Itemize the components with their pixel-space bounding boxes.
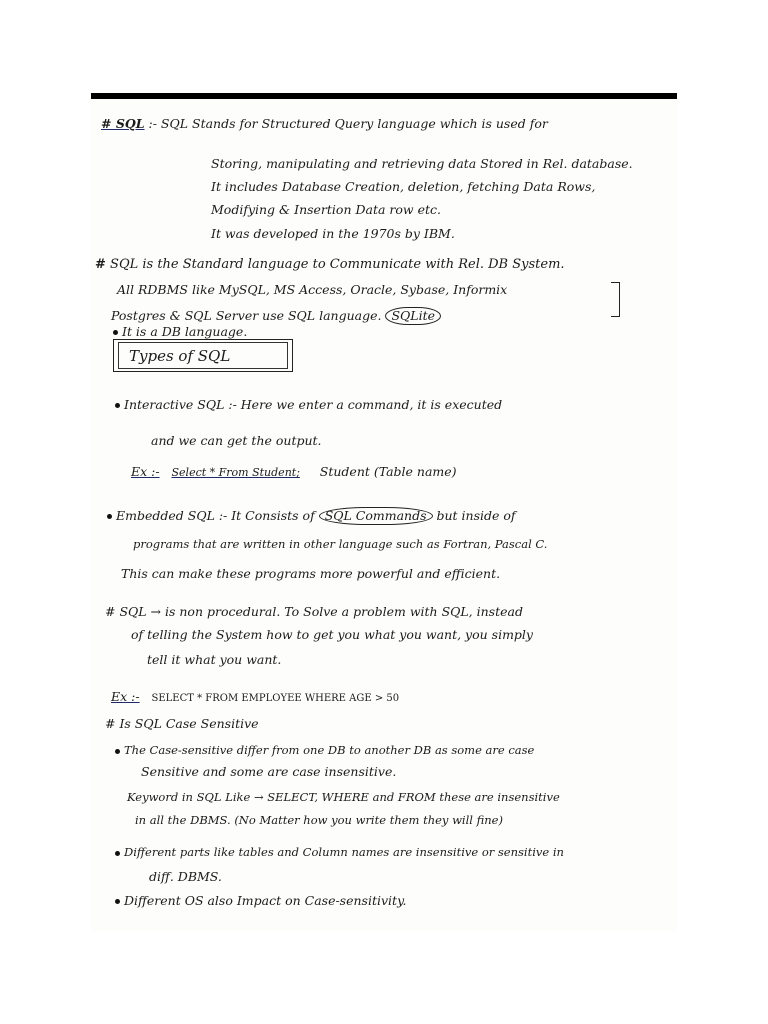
note-line-output: and we can get the output. [151, 433, 322, 448]
note-line-select-example [131, 464, 457, 481]
sql-heading: # SQL [101, 116, 145, 131]
embedded-sql-text: Embedded SQL :- It Consists of [116, 508, 315, 523]
note-line-rdbms: All RDBMS like MySQL, MS Access, Oracle, Sybase, Informix [117, 282, 508, 297]
bullet-icon [107, 514, 112, 519]
standard-language-text: SQL is the Standard language to Communicate with Rel. DB System. [110, 257, 565, 272]
different-os-text: Different OS also Impact on Case-sensitivity. [124, 893, 407, 908]
db-language-text: It is a DB language. [122, 324, 248, 339]
employee-query: SELECT * FROM EMPLOYEE WHERE AGE > 50 [151, 693, 400, 704]
note-line-telling: of telling the System how to get you what you want, you simply [131, 627, 533, 642]
bullet-icon [115, 851, 120, 856]
bracket-mark [611, 282, 620, 317]
note-line-standard-language [95, 257, 565, 273]
example-label: Ex :- [131, 464, 160, 479]
note-line-db-language [113, 324, 247, 340]
note-line-powerful: This can make these programs more powerful and efficient. [121, 566, 501, 581]
table-name-note: Student (Table name) [319, 464, 457, 479]
note-line-non-procedural: # SQL → is non procedural. To Solve a problem with SQL, instead [105, 604, 523, 619]
notebook-page [91, 93, 677, 931]
note-line-interactive-sql [115, 397, 502, 413]
bullet-icon [115, 749, 120, 754]
example-label: Ex :- [111, 689, 140, 704]
interactive-sql-text: Interactive SQL :- Here we enter a command, it is executed [124, 397, 503, 412]
note-line-case-differ [115, 742, 534, 758]
note-line-different-parts [115, 844, 564, 860]
bullet-icon [115, 403, 120, 408]
case-sensitive-heading: # Is SQL Case Sensitive [105, 716, 259, 731]
note-line-programs: programs that are written in other language such as Fortran, Pascal C. [133, 537, 548, 551]
note-line-diff-dbms: diff. DBMS. [149, 869, 222, 884]
sqlite-oval: SQLite [385, 307, 441, 325]
select-query: Select * From Student; [171, 466, 300, 479]
types-of-sql-title: Types of SQL [129, 347, 231, 365]
sql-commands-oval: SQL Commands [319, 507, 433, 525]
case-differ-text: The Case-sensitive differ from one DB to another DB as some are case [124, 743, 535, 757]
note-line-keywords: Keyword in SQL Like → SELECT, WHERE and FROM these are insensitive [127, 790, 560, 804]
postgres-text: Postgres & SQL Server use SQL language. [111, 308, 382, 323]
different-parts-text: Different parts like tables and Column names are insensitive or sensitive in [124, 845, 564, 859]
sql-definition-line [101, 116, 548, 132]
note-line-employee-example [111, 689, 399, 707]
bullet-icon [115, 899, 120, 904]
note-line-some-insensitive: Sensitive and some are case insensitive. [141, 764, 397, 779]
note-line-storing: Storing, manipulating and retrieving data Stored in Rel. database. [211, 156, 633, 171]
note-line-modifying: Modifying & Insertion Data row etc. [211, 202, 441, 217]
hash-mark: # [95, 257, 106, 272]
note-line-no-matter: in all the DBMS. (No Matter how you write them they will fine) [135, 813, 503, 827]
note-line-postgres [111, 307, 441, 325]
note-line-what-you-want: tell it what you want. [147, 652, 282, 667]
note-line-includes: It includes Database Creation, deletion, fetching Data Rows, [211, 179, 596, 194]
embedded-sql-end-text: but inside of [436, 508, 516, 523]
note-line-different-os [115, 893, 406, 909]
note-line-developed: It was developed in the 1970s by IBM. [211, 226, 455, 241]
bullet-icon [113, 330, 118, 335]
sql-definition-text: :- SQL Stands for Structured Query language which is used for [148, 116, 548, 131]
note-line-embedded-sql [107, 507, 516, 525]
